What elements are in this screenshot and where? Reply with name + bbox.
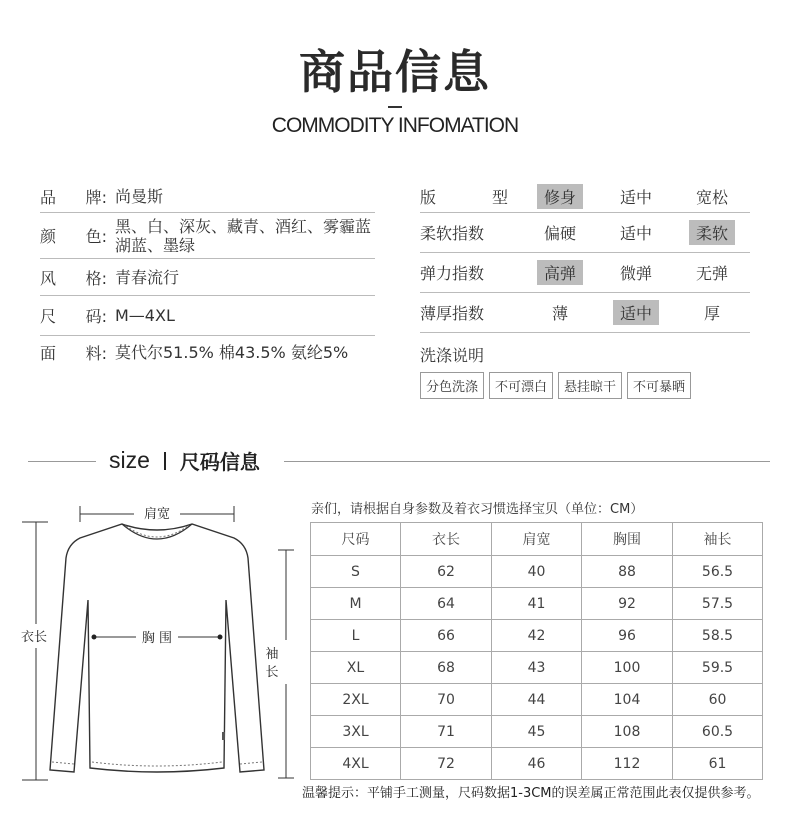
attr-row-color bbox=[40, 213, 375, 259]
table-cell: 45 bbox=[492, 716, 582, 748]
shirt-measurement-diagram bbox=[14, 500, 304, 790]
shoulder-label: 肩宽 bbox=[143, 507, 171, 522]
size-heading-en: size bbox=[109, 447, 150, 473]
table-cell: 3XL bbox=[311, 716, 401, 748]
table-row bbox=[311, 652, 763, 684]
table-cell: 108 bbox=[582, 716, 673, 748]
washing-tag: 悬挂晾干 bbox=[558, 372, 622, 399]
table-cell: 56.5 bbox=[673, 556, 763, 588]
prop-label: 弹力指数 bbox=[420, 264, 485, 283]
table-cell: 66 bbox=[401, 620, 492, 652]
length-label: 衣长 bbox=[20, 630, 48, 645]
prop-row-softness bbox=[420, 213, 750, 253]
table-cell: 4XL bbox=[311, 748, 401, 780]
table-cell: 112 bbox=[582, 748, 673, 780]
size-section-header bbox=[109, 446, 260, 475]
table-row bbox=[311, 620, 763, 652]
table-header-cell: 袖长 bbox=[673, 523, 763, 556]
table-header-cell: 尺码 bbox=[311, 523, 401, 556]
sleeve-label-bottom: 长 bbox=[265, 665, 279, 680]
table-cell: 104 bbox=[582, 684, 673, 716]
table-header-cell: 胸围 bbox=[582, 523, 673, 556]
table-cell: 88 bbox=[582, 556, 673, 588]
table-cell: 100 bbox=[582, 652, 673, 684]
attr-label: 面 料: bbox=[40, 343, 107, 363]
table-row bbox=[311, 748, 763, 780]
attr-value: 尚曼斯 bbox=[115, 187, 164, 206]
attr-row-style bbox=[40, 259, 375, 296]
prop-option: 修身 bbox=[522, 184, 598, 209]
chest-label: 胸 围 bbox=[141, 631, 173, 646]
table-cell: 61 bbox=[673, 748, 763, 780]
table-header-row bbox=[311, 523, 763, 556]
prop-label: 柔软指数 bbox=[420, 224, 485, 243]
table-cell: XL bbox=[311, 652, 401, 684]
prop-label: 版 型 bbox=[420, 188, 508, 207]
table-cell: 70 bbox=[401, 684, 492, 716]
table-row bbox=[311, 684, 763, 716]
attr-value: 莫代尔51.5% 棉43.5% 氨纶5% bbox=[115, 342, 349, 362]
table-cell: 57.5 bbox=[673, 588, 763, 620]
prop-option: 厚 bbox=[703, 304, 720, 323]
shirt-outline bbox=[50, 524, 264, 772]
attr-row-brand bbox=[40, 181, 375, 213]
attr-label: 品 牌: bbox=[40, 188, 107, 207]
table-cell: 64 bbox=[401, 588, 492, 620]
sleeve-label-top: 袖 bbox=[265, 647, 279, 662]
table-cell: 46 bbox=[492, 748, 582, 780]
washing-tag: 不可漂白 bbox=[489, 372, 553, 399]
table-cell: 59.5 bbox=[673, 652, 763, 684]
size-divider-right bbox=[284, 461, 770, 462]
table-cell: 44 bbox=[492, 684, 582, 716]
prop-option: 无弹 bbox=[695, 264, 728, 283]
table-cell: L bbox=[311, 620, 401, 652]
attr-label: 颜 色: bbox=[40, 227, 107, 246]
prop-option: 柔软 bbox=[674, 220, 750, 245]
washing-tag: 不可暴晒 bbox=[627, 372, 691, 399]
attr-value: 黑、白、深灰、藏青、酒红、雾霾蓝 湖蓝、墨绿 bbox=[115, 216, 372, 255]
prop-option: 适中 bbox=[619, 224, 652, 243]
prop-option: 高弹 bbox=[522, 260, 598, 285]
product-attributes bbox=[40, 181, 375, 368]
page-title: 商品信息 bbox=[299, 45, 491, 99]
table-cell: 40 bbox=[492, 556, 582, 588]
title-underline bbox=[388, 106, 402, 108]
size-heading-separator bbox=[164, 452, 166, 470]
table-header-cell: 肩宽 bbox=[492, 523, 582, 556]
washing-tag: 分色洗涤 bbox=[420, 372, 484, 399]
table-row bbox=[311, 716, 763, 748]
table-cell: 71 bbox=[401, 716, 492, 748]
prop-row-fit bbox=[420, 181, 750, 213]
table-cell: 60 bbox=[673, 684, 763, 716]
size-divider-left bbox=[28, 461, 96, 462]
size-table-intro: 亲们，请根据自身参数及着衣习惯选择宝贝（单位：CM） bbox=[311, 502, 644, 517]
table-cell: M bbox=[311, 588, 401, 620]
table-cell: 96 bbox=[582, 620, 673, 652]
product-properties bbox=[420, 181, 750, 399]
table-cell: 92 bbox=[582, 588, 673, 620]
attr-label: 尺 码: bbox=[40, 307, 107, 326]
table-row bbox=[311, 556, 763, 588]
attr-row-size bbox=[40, 296, 375, 336]
attr-label: 风 格: bbox=[40, 268, 107, 288]
table-header-cell: 衣长 bbox=[401, 523, 492, 556]
size-table-note: 温馨提示：平铺手工测量，尺码数据1-3CM的误差属正常范围此表仅提供参考。 bbox=[302, 786, 760, 801]
table-cell: 60.5 bbox=[673, 716, 763, 748]
prop-option: 适中 bbox=[619, 188, 652, 207]
prop-row-thickness bbox=[420, 293, 750, 333]
table-cell: 72 bbox=[401, 748, 492, 780]
table-cell: S bbox=[311, 556, 401, 588]
table-cell: 43 bbox=[492, 652, 582, 684]
prop-label: 薄厚指数 bbox=[420, 304, 485, 323]
table-cell: 42 bbox=[492, 620, 582, 652]
washing-tags bbox=[420, 372, 750, 399]
title-block bbox=[0, 40, 790, 138]
page-subtitle: COMMODITY INFOMATION bbox=[271, 114, 519, 137]
prop-option: 宽松 bbox=[695, 188, 728, 207]
size-heading-zh: 尺码信息 bbox=[179, 450, 260, 474]
size-table bbox=[310, 522, 763, 780]
table-cell: 41 bbox=[492, 588, 582, 620]
table-cell: 2XL bbox=[311, 684, 401, 716]
attr-row-fabric bbox=[40, 336, 375, 368]
table-cell: 62 bbox=[401, 556, 492, 588]
attr-value: M—4XL bbox=[115, 306, 175, 325]
prop-row-elasticity bbox=[420, 253, 750, 293]
table-cell: 58.5 bbox=[673, 620, 763, 652]
prop-option: 薄 bbox=[551, 304, 568, 323]
washing-title: 洗涤说明 bbox=[420, 346, 485, 365]
attr-value: 青春流行 bbox=[115, 267, 180, 287]
prop-option: 偏硬 bbox=[543, 224, 576, 243]
table-cell: 68 bbox=[401, 652, 492, 684]
prop-option: 适中 bbox=[598, 300, 674, 325]
prop-option: 微弹 bbox=[619, 264, 652, 283]
table-row bbox=[311, 588, 763, 620]
